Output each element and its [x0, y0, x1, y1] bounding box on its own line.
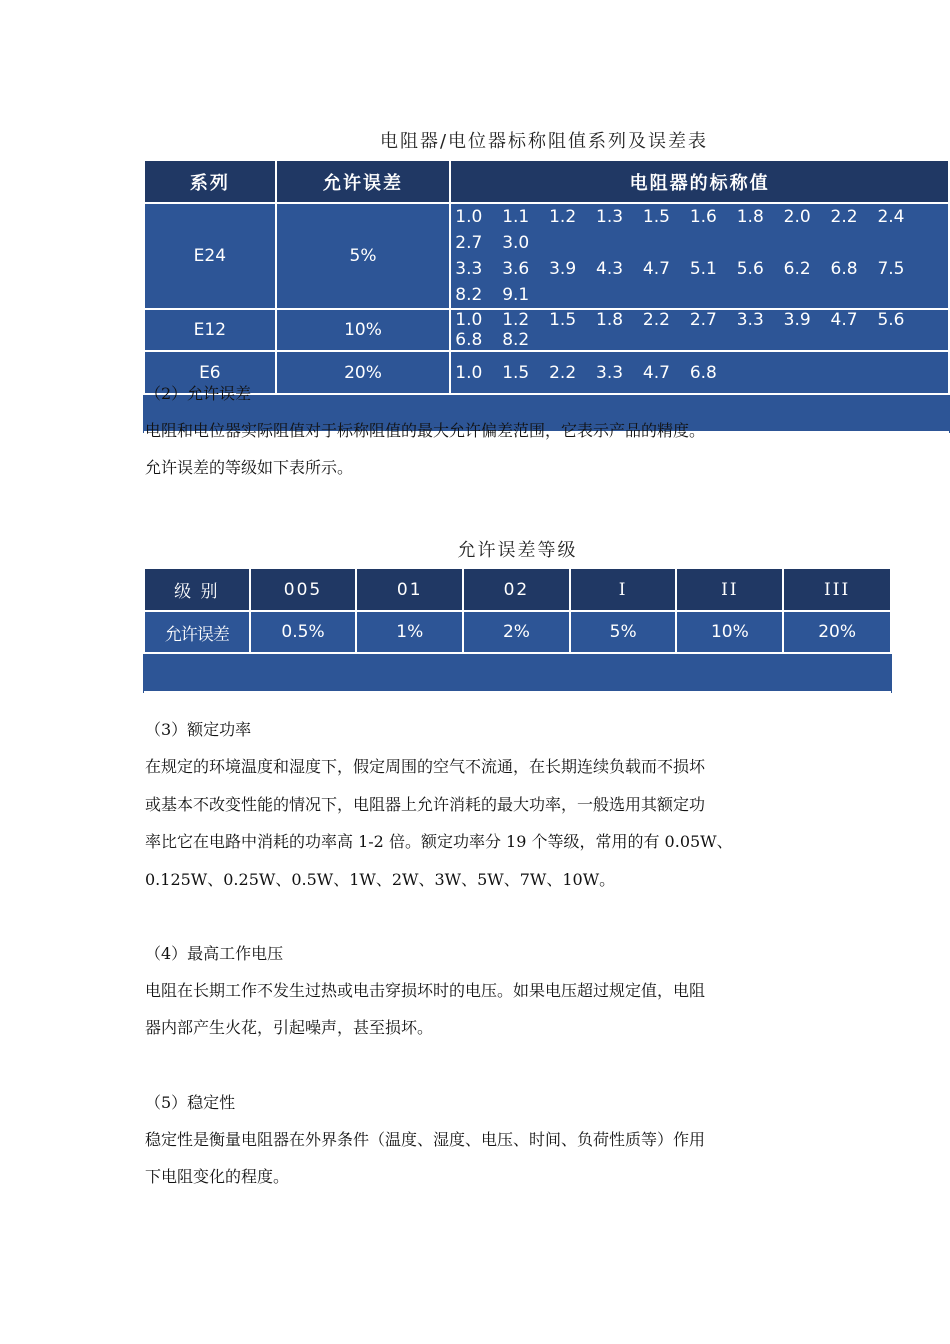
nominal-value: 2.2	[549, 362, 577, 383]
table1-caption: 电阻器/电位器标称阻值系列及误差表	[379, 131, 709, 152]
tolerance-cell: 0.5%	[250, 611, 357, 653]
tolerance-cell: 20%	[276, 351, 451, 394]
values-cell	[450, 203, 949, 309]
nominal-value: 5.6	[736, 259, 764, 279]
header-nominal-values: 电阻器的标称值	[450, 160, 949, 203]
nominal-value: 7.5	[877, 259, 905, 279]
nominal-value: 3.3	[736, 310, 764, 330]
nominal-value: 3.6	[502, 259, 530, 279]
table-row	[144, 351, 949, 394]
section4-heading: （4）最高工作电压	[145, 944, 284, 963]
nominal-value: 1.6	[689, 207, 717, 227]
nominal-value: 2.2	[642, 310, 670, 330]
nominal-value: 4.7	[642, 362, 670, 383]
table-row	[144, 309, 949, 351]
table2-grade-row	[144, 568, 891, 611]
nominal-value: 4.3	[596, 259, 624, 279]
nominal-value: 8.2	[502, 330, 530, 350]
grade-cell: 02	[463, 568, 570, 611]
values-line	[455, 204, 948, 256]
nominal-value: 2.7	[689, 310, 717, 330]
nominal-value: 1.2	[502, 310, 530, 330]
nominal-resistance-table	[143, 159, 950, 433]
grade-cell: 005	[250, 568, 357, 611]
nominal-value: 2.4	[877, 207, 905, 227]
nominal-value: 1.0	[455, 207, 483, 227]
nominal-value: 4.7	[642, 259, 670, 279]
nominal-value: 1.0	[455, 310, 483, 330]
section5-heading: （5）稳定性	[145, 1093, 236, 1112]
nominal-value: 6.8	[830, 259, 858, 279]
section2-line: 电阻和电位器实际阻值对于标称阻值的最大允许偏差范围，它表示产品的精度。	[145, 421, 706, 440]
tolerance-cell: 5%	[276, 203, 451, 309]
series-cell: E6	[144, 351, 276, 394]
nominal-value: 3.0	[502, 233, 530, 253]
tolerance-cell: 1%	[356, 611, 463, 653]
nominal-value: 2.2	[830, 207, 858, 227]
header-tolerance: 允许误差	[276, 160, 451, 203]
tolerance-cell: 10%	[676, 611, 783, 653]
nominal-value: 1.3	[596, 207, 624, 227]
nominal-value: 6.8	[455, 330, 483, 350]
tolerance-cell: 2%	[463, 611, 570, 653]
nominal-value: 6.2	[783, 259, 811, 279]
series-cell: E24	[144, 203, 276, 309]
nominal-value: 1.0	[455, 362, 483, 383]
nominal-value: 2.0	[783, 207, 811, 227]
tolerance-cell: 5%	[570, 611, 677, 653]
nominal-value: 1.8	[596, 310, 624, 330]
nominal-value: 8.2	[455, 285, 483, 305]
nominal-value: 3.9	[783, 310, 811, 330]
section2-heading: （2）允许误差	[145, 384, 252, 403]
values-line	[455, 310, 948, 350]
section3-line: 或基本不改变性能的情况下，电阻器上允许消耗的最大功率，一般选用其额定功	[145, 795, 706, 814]
section2-line: 允许误差的等级如下表所示。	[145, 458, 354, 477]
table-row	[144, 203, 949, 309]
nominal-value: 5.6	[877, 310, 905, 330]
values-cell	[450, 309, 949, 351]
section3-line: 0.125W、0.25W、0.5W、1W、2W、3W、5W、7W、10W。	[145, 870, 616, 889]
values-cell	[450, 351, 949, 394]
nominal-value: 2.7	[455, 233, 483, 253]
nominal-value: 1.5	[502, 362, 530, 383]
section3-line: 在规定的环境温度和湿度下，假定周围的空气不流通，在长期连续负载而不损坏	[145, 757, 706, 776]
tolerance-label-cell: 允许误差	[144, 611, 250, 653]
values-line	[455, 363, 948, 383]
nominal-value: 1.1	[502, 207, 530, 227]
table2-caption: 允许误差等级	[457, 540, 578, 561]
series-cell: E12	[144, 309, 276, 351]
header-series: 系列	[144, 160, 276, 203]
section5-line: 下电阻变化的程度。	[145, 1167, 290, 1186]
nominal-value: 3.3	[596, 362, 624, 383]
grade-cell: II	[676, 568, 783, 611]
section3-heading: （3）额定功率	[145, 720, 252, 739]
nominal-value: 1.2	[549, 207, 577, 227]
nominal-value: 6.8	[689, 362, 717, 383]
section3-line: 率比它在电路中消耗的功率高 1-2 倍。额定功率分 19 个等级，常用的有 0.05W、	[145, 832, 733, 851]
tolerance-cell: 10%	[276, 309, 451, 351]
nominal-value: 1.8	[736, 207, 764, 227]
tolerance-cell: 20%	[783, 611, 891, 653]
nominal-value: 1.5	[642, 207, 670, 227]
section4-line: 电阻在长期工作不发生过热或电击穿损坏时的电压。如果电压超过规定值，电阻	[145, 981, 706, 1000]
nominal-value: 3.9	[549, 259, 577, 279]
nominal-value: 4.7	[830, 310, 858, 330]
section5-line: 稳定性是衡量电阻器在外界条件（温度、湿度、电压、时间、负荷性质等）作用	[145, 1130, 706, 1149]
nominal-value: 9.1	[502, 285, 530, 305]
grade-label-cell: 级 别	[144, 568, 250, 611]
tolerance-grade-table	[143, 567, 892, 693]
section4-line: 器内部产生火花，引起噪声，甚至损坏。	[145, 1018, 434, 1037]
table1-header-row	[144, 160, 949, 203]
grade-cell: 01	[356, 568, 463, 611]
nominal-value: 5.1	[689, 259, 717, 279]
nominal-value: 3.3	[455, 259, 483, 279]
table2-tolerance-row	[144, 611, 891, 653]
grade-cell: III	[783, 568, 891, 611]
values-line	[455, 256, 948, 308]
table-empty-row	[144, 653, 891, 692]
grade-cell: I	[570, 568, 677, 611]
nominal-value: 1.5	[549, 310, 577, 330]
